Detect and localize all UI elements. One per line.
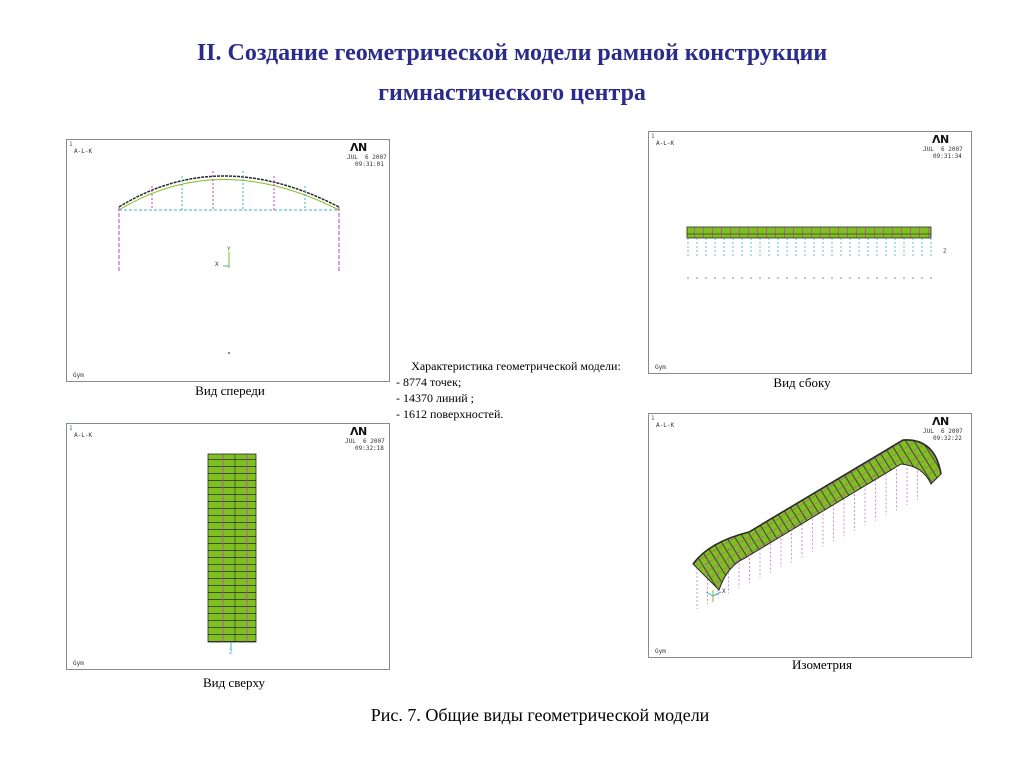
front-view-drawing	[67, 140, 390, 382]
page-title: II. Создание геометрической модели рамной конструкции	[196, 40, 828, 66]
stats-heading: Характеристика геометрической модели:	[411, 359, 621, 373]
axis-z-label: Z	[943, 248, 947, 255]
window-number: 1	[651, 415, 655, 422]
side-node	[813, 277, 814, 278]
model-name: Gym	[655, 648, 666, 655]
stats-lines: - 14370 линий ;	[396, 391, 475, 405]
ansys-logo: ΛN	[350, 425, 367, 438]
side-view-caption: Вид сбоку	[773, 375, 831, 390]
side-node	[705, 277, 706, 278]
plot-time: 09:32:22	[933, 435, 962, 442]
side-node	[822, 277, 823, 278]
side-node	[732, 277, 733, 278]
ansys-logo: ΛN	[350, 141, 367, 154]
plot-time: 09:31:34	[933, 153, 962, 160]
iso-view-caption: Изометрия	[792, 657, 852, 672]
side-node	[894, 277, 895, 278]
iso-view-drawing	[649, 414, 972, 658]
plot-date: JUL 6 2007	[347, 154, 387, 161]
model-name: Gym	[73, 660, 84, 667]
axis-y-label: Y	[227, 246, 231, 253]
figure-caption: Рис. 7. Общие виды геометрической модели	[370, 705, 710, 725]
axis-z-label: Z	[229, 649, 233, 656]
plot-time: 09:31:01	[355, 161, 384, 168]
top-view-drawing	[67, 424, 390, 670]
side-node	[885, 277, 886, 278]
model-name: Gym	[655, 364, 666, 371]
plot-time: 09:32:18	[355, 445, 384, 452]
side-node	[921, 277, 922, 278]
model-code: A-L-K	[656, 140, 675, 147]
iso-view-panel	[648, 413, 972, 658]
axis-x-label: X	[722, 588, 726, 595]
side-node	[723, 277, 724, 278]
side-node	[849, 277, 850, 278]
side-node	[768, 277, 769, 278]
side-node	[795, 277, 796, 278]
side-view-drawing	[649, 132, 972, 374]
window-number: 1	[69, 425, 73, 432]
side-node	[867, 277, 868, 278]
model-code: A-L-K	[656, 422, 675, 429]
ansys-logo: ΛN	[932, 415, 949, 428]
side-node	[831, 277, 832, 278]
stats-points: - 8774 точек;	[396, 375, 462, 389]
top-view-caption: Вид сверху	[202, 675, 266, 690]
model-code: A-L-K	[74, 432, 93, 439]
window-number: 1	[69, 141, 73, 148]
ansys-logo: ΛN	[932, 133, 949, 146]
side-view-panel	[648, 131, 972, 374]
front-view-panel	[66, 139, 390, 382]
side-node	[777, 277, 778, 278]
window-number: 1	[651, 133, 655, 140]
page-title-line2: гимнастического центра	[378, 80, 646, 106]
side-node	[903, 277, 904, 278]
side-node	[714, 277, 715, 278]
model-name: Gym	[73, 372, 84, 379]
top-view-panel	[66, 423, 390, 670]
axis-x-label: X	[215, 261, 219, 268]
model-stats	[396, 358, 636, 422]
side-node	[786, 277, 787, 278]
side-node	[750, 277, 751, 278]
side-node	[876, 277, 877, 278]
side-node	[696, 277, 697, 278]
side-node	[840, 277, 841, 278]
side-node	[741, 277, 742, 278]
side-node	[804, 277, 805, 278]
side-node	[759, 277, 760, 278]
plot-date: JUL 6 2007	[923, 146, 963, 153]
plot-date: JUL 6 2007	[345, 438, 385, 445]
side-node	[687, 277, 688, 278]
side-node	[930, 277, 931, 278]
plot-date: JUL 6 2007	[923, 428, 963, 435]
model-code: A-L-K	[74, 148, 93, 155]
side-node	[912, 277, 913, 278]
stats-surfaces: - 1612 поверхностей.	[396, 407, 504, 421]
side-node	[858, 277, 859, 278]
front-view-caption: Вид спереди	[195, 383, 265, 398]
